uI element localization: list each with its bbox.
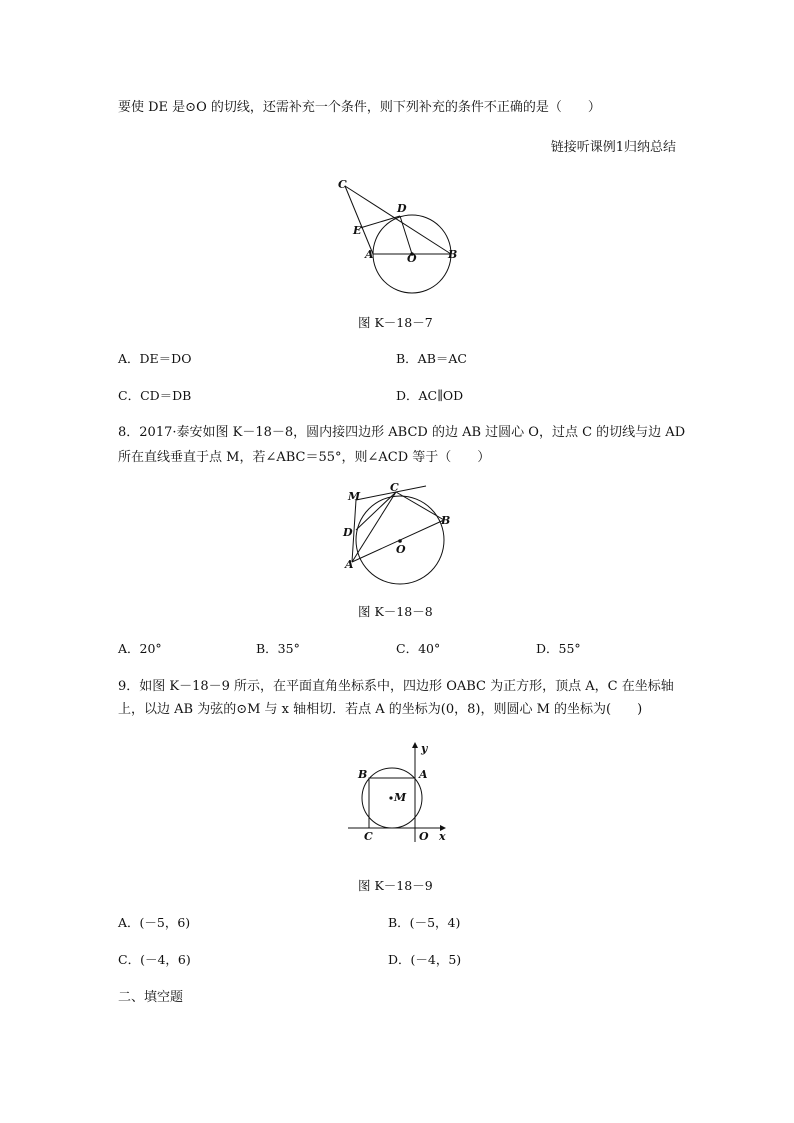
figure-k-18-7 xyxy=(330,170,470,270)
q7-figure-caption: 图 K－18－7 xyxy=(358,315,433,330)
q7-option-b[interactable]: B．AB＝AC xyxy=(396,351,467,366)
segment-cb xyxy=(345,186,451,254)
q9-line1: 9．如图 K－18－9 所示，在平面直角坐标系中，四边形 OABC 为正方形，顶点 A，C 在坐标轴 xyxy=(118,679,674,694)
q7-option-a[interactable]: A．DE＝DO xyxy=(118,351,192,366)
label-o: O xyxy=(407,252,417,265)
label-m: M xyxy=(394,791,407,804)
figure-k-18-8 xyxy=(340,478,460,588)
label-a: A xyxy=(419,768,428,781)
segment-de xyxy=(360,216,400,228)
label-a: A xyxy=(365,248,374,261)
q7-link-note[interactable]: 链接听课例1归纳总结 xyxy=(550,140,676,155)
q8-option-b[interactable]: B．35° xyxy=(256,641,300,656)
q8-option-a[interactable]: A．20° xyxy=(118,641,162,656)
label-c: C xyxy=(364,830,373,843)
line-ma xyxy=(352,500,356,562)
label-b: B xyxy=(358,768,368,781)
y-axis-arrow xyxy=(412,742,418,748)
label-b: B xyxy=(448,248,458,261)
segment-ca xyxy=(345,186,373,254)
segment-cb xyxy=(396,492,444,520)
q9-line2: 上，以边 AB 为弦的⊙M 与 x 轴相切．若点 A 的坐标为(0，8)，则圆心 M 的坐标为( ) xyxy=(118,702,643,717)
q8-line2: 所在直线垂直于点 M，若∠ABC＝55°，则∠ACD 等于（ ） xyxy=(118,450,491,465)
q8-figure-caption: 图 K－18－8 xyxy=(358,604,433,619)
q8-option-c[interactable]: C．40° xyxy=(396,641,441,656)
square-oabc xyxy=(369,778,415,828)
label-o: O xyxy=(419,830,429,843)
q9-option-b[interactable]: B．(－5，4) xyxy=(388,915,461,930)
label-m: M xyxy=(348,490,361,503)
label-d: D xyxy=(343,526,353,539)
q7-option-c[interactable]: C．CD＝DB xyxy=(118,388,192,403)
q9-option-c[interactable]: C．(－4，6) xyxy=(118,952,191,967)
q8-line1: 8．2017·泰安如图 K－18－8，圆内接四边形 ABCD 的边 AB 过圆心 O，过点 C 的切线与边 AD xyxy=(118,425,686,440)
q9-figure-caption: 图 K－18－9 xyxy=(358,878,433,893)
label-d: D xyxy=(397,202,407,215)
label-o: O xyxy=(396,543,406,556)
point-m xyxy=(389,796,392,799)
q7-option-d[interactable]: D．AC∥OD xyxy=(396,388,464,403)
label-b: B xyxy=(441,514,451,527)
label-x: x xyxy=(439,830,446,843)
q9-option-a[interactable]: A．(－5，6) xyxy=(118,915,191,930)
q8-option-d[interactable]: D．55° xyxy=(536,641,581,656)
figure-k-18-9 xyxy=(340,740,460,850)
q9-option-d[interactable]: D．(－4，5) xyxy=(388,952,462,967)
label-a: A xyxy=(345,558,354,571)
label-y: y xyxy=(421,742,428,755)
label-c: C xyxy=(338,178,347,191)
label-e: E xyxy=(353,224,362,237)
label-c: C xyxy=(390,481,399,494)
q7-stem: 要使 DE 是⊙O 的切线，还需补充一个条件，则下列补充的条件不正确的是（ ） xyxy=(118,100,601,115)
segment-do xyxy=(400,216,412,254)
section-heading-fill-in: 二、填空题 xyxy=(118,990,184,1005)
